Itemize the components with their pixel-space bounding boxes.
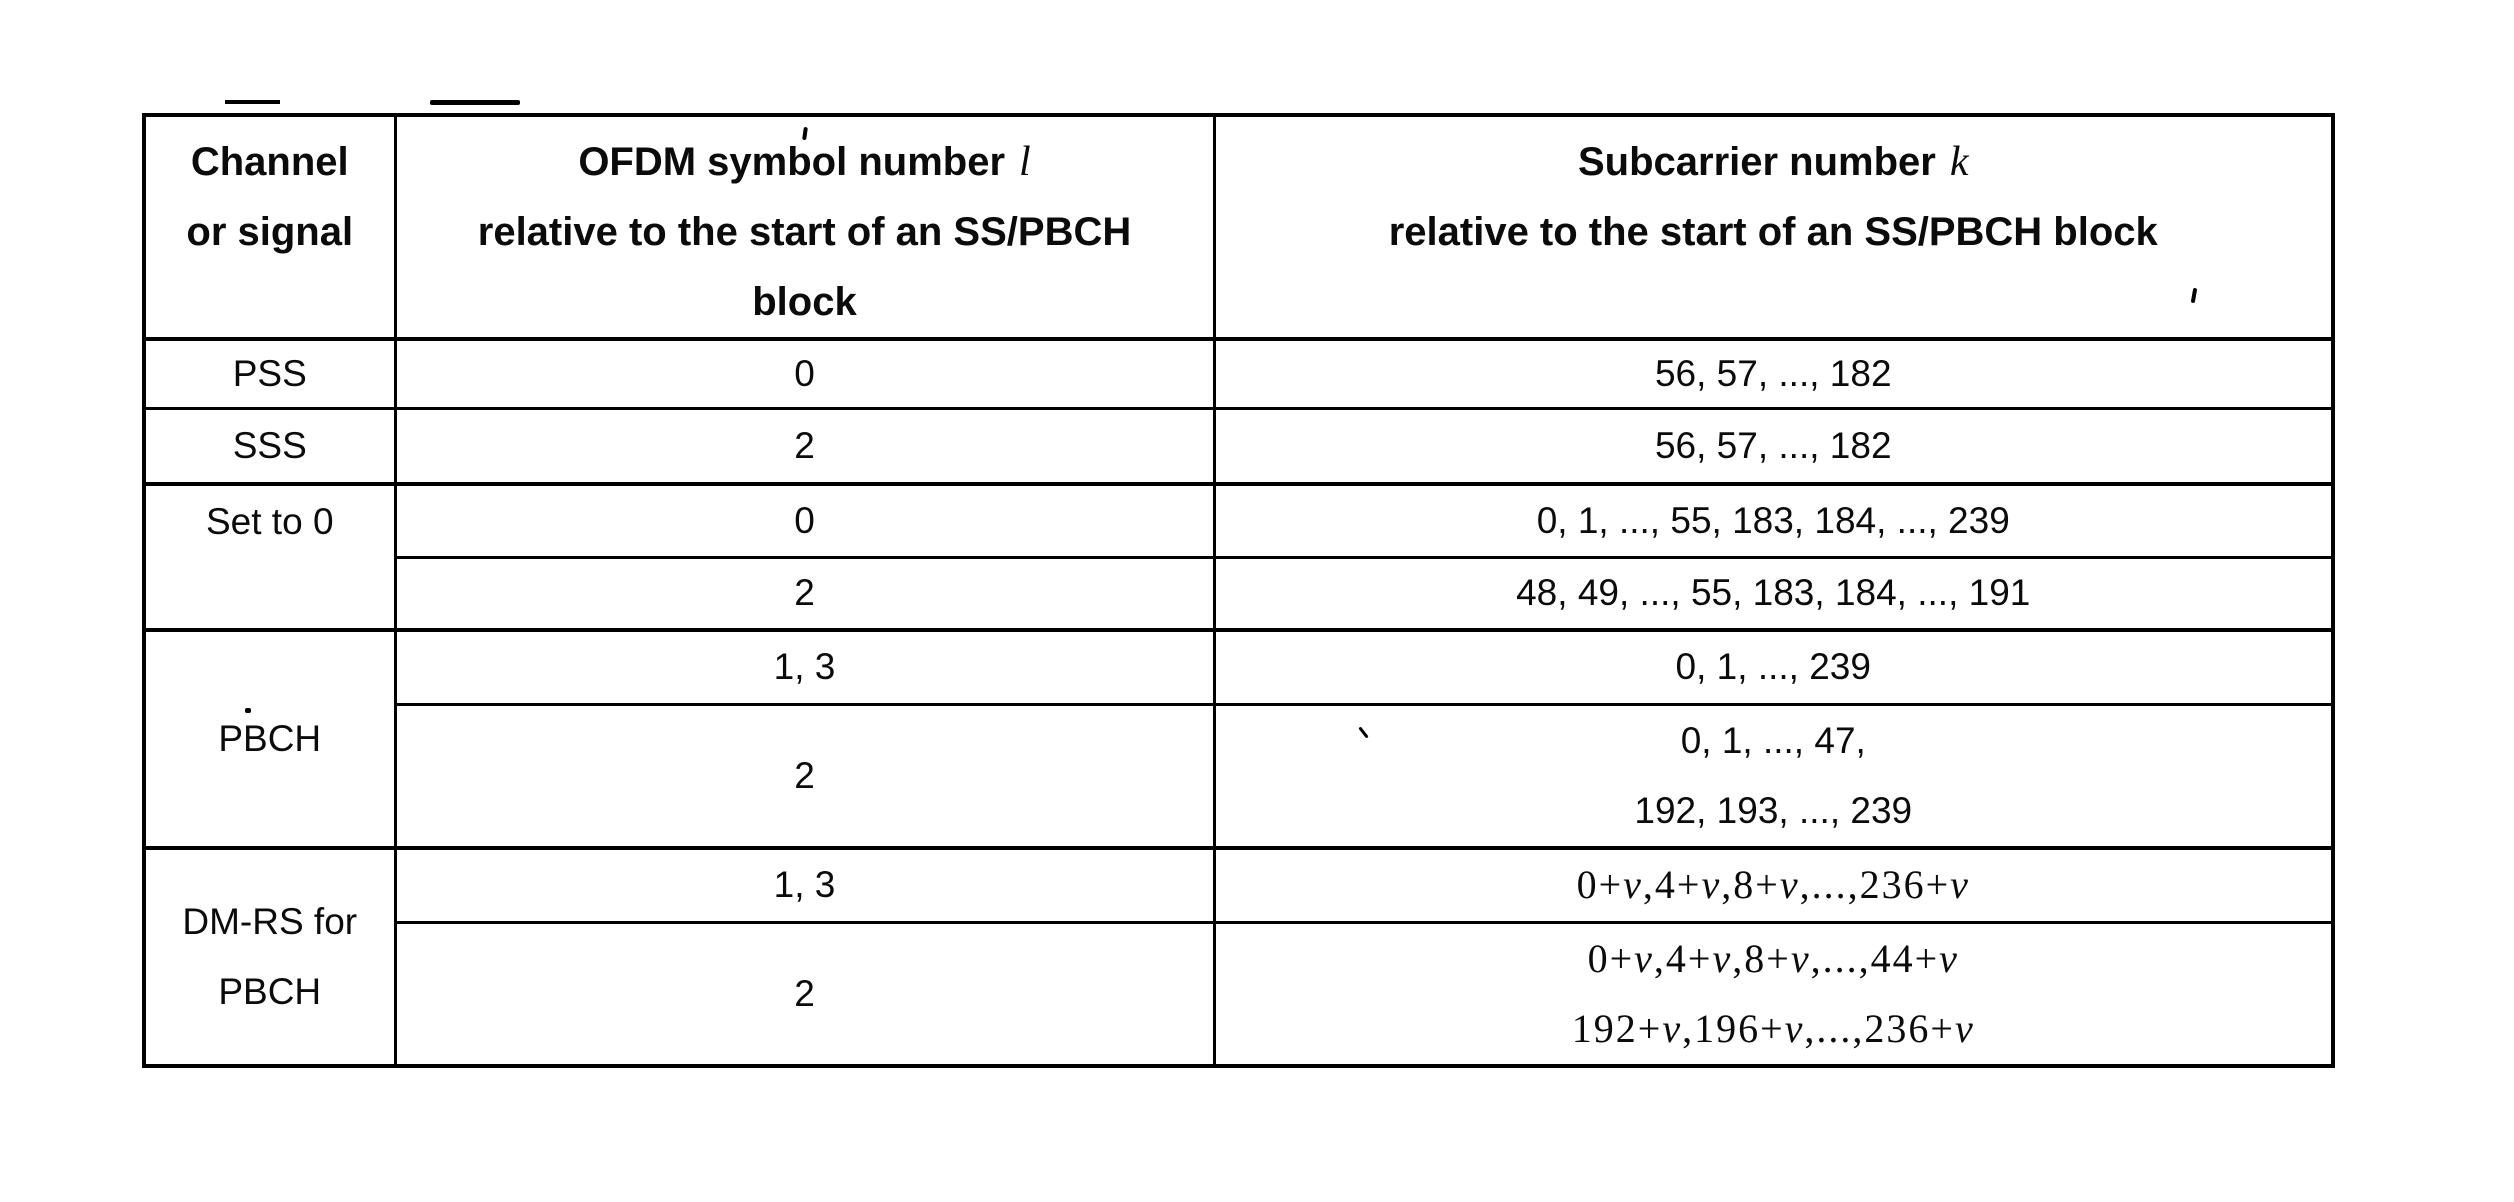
channel-cell-dmrs-for-pbch: DM-RS for PBCH [144, 848, 395, 1067]
header-channel-line1: Channel [190, 140, 349, 184]
row-set-to-0-symbol-0 [144, 484, 2333, 557]
header-subcarrier-line1 [1216, 127, 2332, 197]
row-dmrs-symbols-1-3 [144, 848, 2333, 923]
subcarrier-cell-dmrs-a [1214, 848, 2333, 923]
symbol-cell-dmrs-a: 1, 3 [395, 848, 1214, 923]
symbol-l-variable: l [1019, 139, 1031, 185]
header-subcarrier-line2: relative to the start of an SS/PBCH block [1388, 210, 2158, 254]
channel-cell-sss: SSS [144, 408, 395, 484]
row-dmrs-symbol-2 [144, 923, 2333, 1067]
scan-artifact-speck [225, 100, 280, 104]
row-pss [144, 339, 2333, 408]
subcarrier-math-line: 0+v,4+v,8+v,...,236+v [1576, 862, 1970, 908]
subcarrier-cell-pbch-a: 0, 1, ..., 239 [1214, 630, 2333, 704]
header-channel-line2: or signal [186, 210, 354, 254]
scan-artifact-speck [430, 100, 520, 105]
symbol-cell-pbch-a: 1, 3 [395, 630, 1214, 704]
row-pbch-symbols-1-3 [144, 630, 2333, 704]
ss-pbch-resource-table [142, 113, 2335, 1068]
symbol-cell-set0-b: 2 [395, 557, 1214, 630]
header-ofdm-line3: block [752, 280, 857, 324]
subcarrier-cell-pss: 56, 57, ..., 182 [1214, 339, 2333, 408]
row-pbch-symbol-2 [144, 704, 2333, 848]
header-ofdm-symbol-number [395, 115, 1214, 339]
row-set-to-0-symbol-2 [144, 557, 2333, 630]
scan-artifact-dot [245, 708, 251, 713]
subcarrier-cell-set0-a: 0, 1, ..., 55, 183, 184, ..., 239 [1214, 484, 2333, 557]
header-subcarrier-title: Subcarrier number [1577, 140, 1936, 184]
subcarrier-cell-set0-b: 48, 49, ..., 55, 183, 184, ..., 191 [1214, 557, 2333, 630]
header-ofdm-title: OFDM symbol number [578, 140, 1006, 184]
subcarrier-cell-dmrs-b [1214, 923, 2333, 1067]
subcarrier-k-variable: k [1949, 139, 1969, 185]
subcarrier-line: 0, 1, ..., 47, [1680, 719, 1866, 761]
header-ofdm-line2: relative to the start of an SS/PBCH [477, 210, 1132, 254]
symbol-cell-set0-a: 0 [395, 484, 1214, 557]
channel-cell-pss: PSS [144, 339, 395, 408]
subcarrier-cell-pbch-b [1214, 704, 2333, 848]
table-header-row [144, 115, 2333, 339]
header-channel-or-signal [144, 115, 395, 339]
symbol-cell-pbch-b: 2 [395, 704, 1214, 848]
subcarrier-math-line: 192+v,196+v,...,236+v [1571, 1006, 1975, 1051]
symbol-cell-dmrs-b: 2 [395, 923, 1214, 1067]
row-sss [144, 408, 2333, 484]
symbol-cell-sss: 2 [395, 408, 1214, 484]
header-subcarrier-number [1214, 115, 2333, 339]
subcarrier-math-line: 0+v,4+v,8+v,...,44+v [1587, 936, 1959, 981]
symbol-cell-pss: 0 [395, 339, 1214, 408]
channel-cell-set-to-0: Set to 0 [144, 484, 395, 630]
subcarrier-cell-sss: 56, 57, ..., 182 [1214, 408, 2333, 484]
channel-cell-pbch: PBCH [144, 630, 395, 848]
subcarrier-line: 192, 193, ..., 239 [1634, 789, 1913, 831]
